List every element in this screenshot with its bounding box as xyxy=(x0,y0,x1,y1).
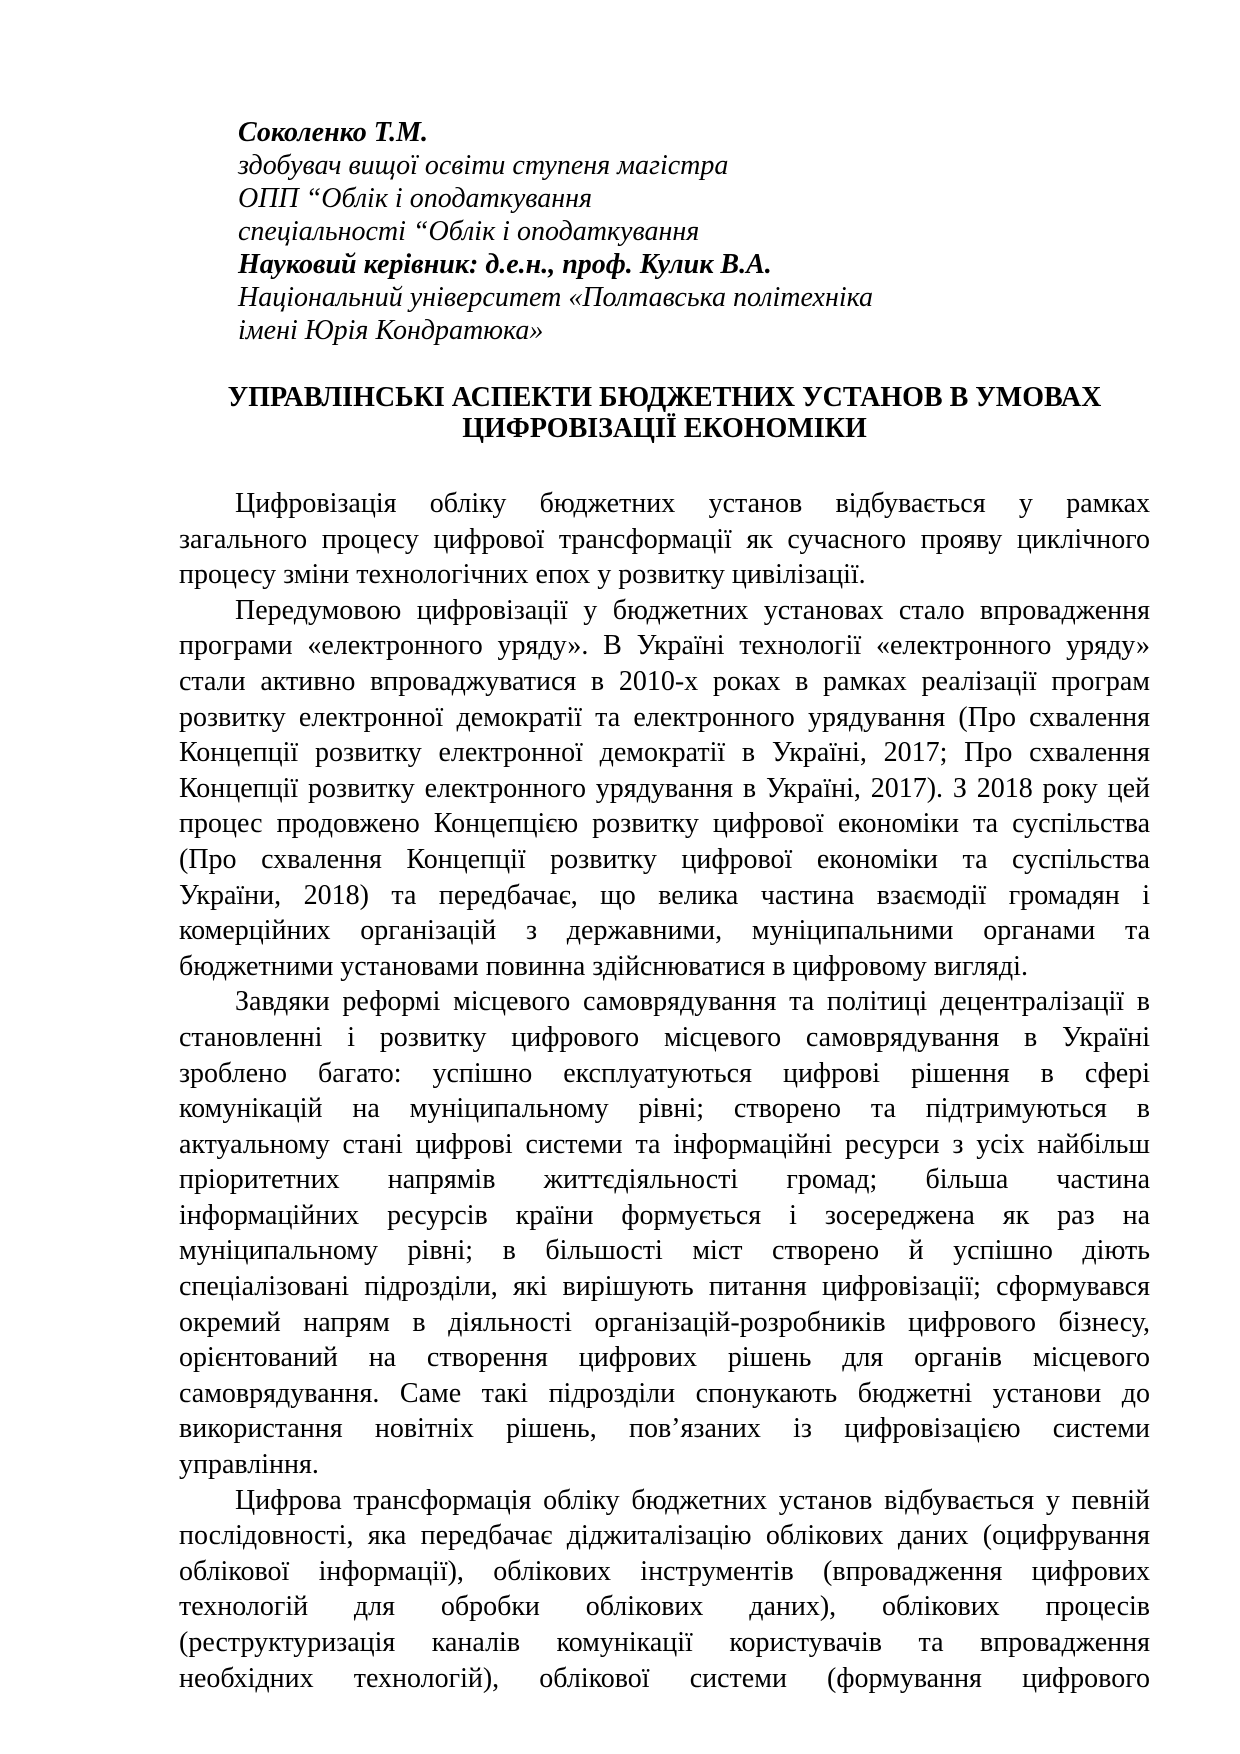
text-line: Концепції розвитку електронного урядування в Україні, 2017). З 2018 року цей xyxy=(179,772,1150,804)
text-line: Завдяки реформі місцевого самоврядування та політиці децентралізації в xyxy=(235,986,1150,1018)
paragraph xyxy=(179,1483,1150,1697)
author-specialty: спеціальності “Облік і оподаткування xyxy=(238,216,700,247)
text-line: становленні і розвитку цифрового місцевого самоврядування в Україні xyxy=(179,1021,1150,1053)
author-name: Соколенко Т.М. xyxy=(238,117,428,148)
text-line: програми «електронного уряду». В Україні технології «електронного уряду» xyxy=(179,630,1150,662)
author-block xyxy=(238,116,873,347)
text-line: (реструктуризація каналів комунікації користувачів та впровадження xyxy=(179,1627,1150,1658)
paragraph xyxy=(179,486,1150,593)
paragraph xyxy=(179,593,1150,985)
article-body xyxy=(179,486,1150,1696)
text-line: комерційних організацій з державними, муніципальними органами та xyxy=(179,915,1150,947)
text-line: інформаційних ресурсів країни формується і зосереджена як раз на xyxy=(179,1199,1150,1231)
text-line: послідовності, яка передбачає діджиталізацію облікових даних (оцифрування xyxy=(179,1520,1150,1552)
text-line: бюджетними установами повинна здійснюватися в цифровому вигляді. xyxy=(179,950,1028,982)
text-line: Цифрова трансформація обліку бюджетних установ відбувається у певній xyxy=(235,1484,1150,1516)
text-line: технологій для обробки облікових даних), облікових процесів xyxy=(179,1591,1150,1623)
text-line: зроблено багато: успішно експлуатуються цифрові рішення в сфері xyxy=(179,1057,1150,1089)
text-line: Концепції розвитку електронної демократії в Україні, 2017; Про схвалення xyxy=(179,737,1150,769)
supervisor: Науковий керівник: д.е.н., проф. Кулик В.А. xyxy=(238,249,772,280)
text-line: розвитку електронної демократії та електронного урядування (Про схвалення xyxy=(179,701,1150,733)
text-line: окремий напрям в діяльності організацій-розробників цифрового бізнесу, xyxy=(179,1306,1150,1338)
university-line-2: імені Юрія Кондратюка» xyxy=(238,315,544,346)
text-line: орієнтований на створення цифрових рішень для органів місцевого xyxy=(179,1342,1150,1374)
paragraph xyxy=(179,984,1150,1482)
university-line-1: Національний університет «Полтавська політехніка xyxy=(238,282,874,313)
text-line: необхідних технологій), облікової системи (формування цифрового xyxy=(179,1662,1150,1694)
text-line: України, 2018) та передбачає, що велика частина взаємодії громадян і xyxy=(179,879,1150,911)
author-degree: здобувач вищої освіти ступеня магістра xyxy=(238,150,729,181)
title-line-2: ЦИФРОВІЗАЦІЇ ЕКОНОМІКИ xyxy=(462,413,867,444)
text-line: спеціалізовані підрозділи, які вирішують питання цифровізації; сформувався xyxy=(179,1271,1150,1303)
text-line: комунікацій на муніципальному рівні; створено та підтримуються в xyxy=(179,1093,1150,1125)
text-line: облікової інформації), облікових інструментів (впровадження цифрових xyxy=(179,1555,1150,1587)
text-line: процес продовжено Концепцією розвитку цифрової економіки та суспільства xyxy=(179,808,1150,840)
text-line: пріоритетних напрямів життєдіяльності громад; більша частина xyxy=(179,1164,1150,1196)
text-line: Цифровізація обліку бюджетних установ відбувається у рамках xyxy=(235,488,1150,519)
text-line: використання новітніх рішень, пов’язаних із цифровізацією системи xyxy=(179,1413,1150,1445)
text-line: муніципальному рівні; в більшості міст створено й успішно діють xyxy=(179,1235,1150,1267)
text-line: актуальному стані цифрові системи та інформаційні ресурси з усіх найбільш xyxy=(179,1128,1150,1160)
author-program: ОПП “Облік і оподаткування xyxy=(238,183,593,214)
text-line: процесу зміни технологічних епох у розвитку цивілізації. xyxy=(179,559,866,591)
text-line: (Про схвалення Концепції розвитку цифрової економіки та суспільства xyxy=(179,843,1150,875)
text-line: управління. xyxy=(179,1449,319,1481)
title-line-1: УПРАВЛІНСЬКІ АСПЕКТИ БЮДЖЕТНИХ УСТАНОВ В УМОВАХ xyxy=(227,382,1102,413)
text-line: стали активно впроваджуватися в 2010-х роках в рамках реалізації програм xyxy=(179,665,1150,697)
article-title xyxy=(179,382,1150,444)
text-line: загального процесу цифрової трансформації як сучасного прояву циклічного xyxy=(179,523,1150,555)
text-line: Передумовою цифровізації у бюджетних установах стало впровадження xyxy=(235,594,1150,626)
text-line: самоврядування. Саме такі підрозділи спонукають бюджетні установи до xyxy=(179,1377,1150,1409)
